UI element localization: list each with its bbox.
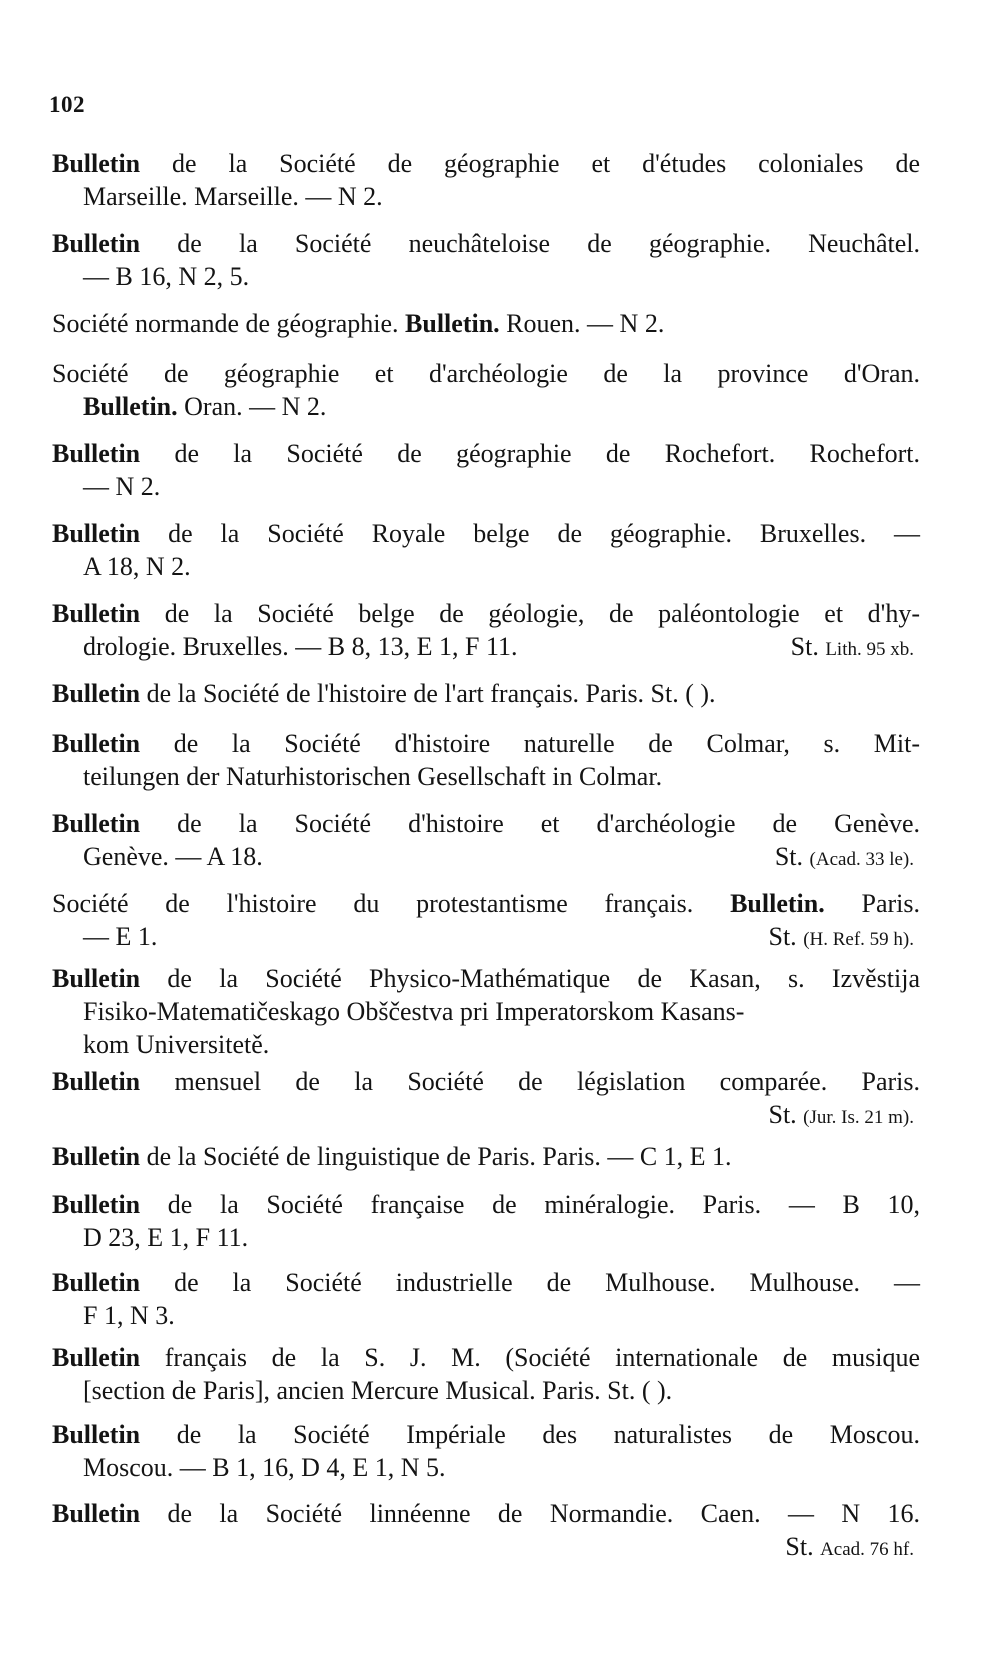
entry-continuation bbox=[52, 920, 920, 956]
entry-continuation: teilungen der Naturhistorischen Gesellschaft in Colmar. bbox=[83, 762, 663, 791]
entry-line bbox=[52, 437, 920, 470]
bulletin-keyword: Bulletin bbox=[52, 229, 141, 258]
entry-line bbox=[52, 597, 920, 630]
entry-linguistique bbox=[52, 1140, 920, 1173]
entry-line bbox=[52, 1065, 920, 1098]
entry-continuation: F 1, N 3. bbox=[83, 1301, 175, 1330]
bulletin-keyword: Bulletin bbox=[52, 1499, 141, 1528]
entry-neuchatel bbox=[52, 227, 920, 293]
entry-geologie bbox=[52, 597, 920, 666]
entry-line bbox=[52, 517, 920, 550]
entry-line bbox=[52, 887, 920, 920]
entry-rouen bbox=[52, 307, 920, 340]
shelf-label: St. bbox=[774, 842, 804, 871]
bulletin-keyword: Bulletin. bbox=[83, 392, 178, 421]
entry-continuation: kom Universitetě. bbox=[83, 1030, 270, 1059]
entry-continuation: — N 2. bbox=[83, 472, 161, 501]
bulletin-keyword: Bulletin bbox=[52, 964, 141, 993]
entry-text: de la Société d'histoire et d'archéologie de Genève. bbox=[140, 809, 920, 838]
entry-royale-belge bbox=[52, 517, 920, 583]
entry-text: de la Société de géographie et d'études coloniales de bbox=[140, 149, 920, 178]
bulletin-keyword: Bulletin bbox=[52, 439, 141, 468]
entry-art-francais bbox=[52, 677, 920, 710]
entry-text: de la Société neuchâteloise de géographie. Neuchâtel. bbox=[140, 229, 920, 258]
entry-text: français de la S. J. M. (Société internationale de musique bbox=[140, 1343, 920, 1372]
bulletin-keyword: Bulletin bbox=[52, 729, 141, 758]
entry-rochefort bbox=[52, 437, 920, 503]
shelf-code: (Acad. 33 le). bbox=[809, 849, 914, 870]
entry-line: Société de géographie et d'archéologie de la province d'Oran. bbox=[52, 359, 920, 388]
entry-continuation bbox=[52, 840, 920, 876]
bulletin-keyword: Bulletin bbox=[52, 1420, 141, 1449]
entry-colmar bbox=[52, 727, 920, 793]
shelf-mark bbox=[791, 630, 914, 666]
entry-text: de la Société de l'histoire de l'art français. Paris. St. ( ). bbox=[140, 679, 716, 708]
shelf-code: (H. Ref. 59 h). bbox=[803, 929, 914, 950]
entry-text: de la Société industrielle de Mulhouse. Mulhouse. — bbox=[140, 1268, 920, 1297]
entry-line bbox=[52, 962, 920, 995]
bulletin-keyword: Bulletin bbox=[52, 1067, 141, 1096]
shelf-mark bbox=[768, 1100, 914, 1129]
entry-continuation: A 18, N 2. bbox=[83, 552, 191, 581]
bulletin-keyword: Bulletin bbox=[52, 1190, 141, 1219]
entry-text: de la Société Physico-Mathématique de Kasan, s. Izvěstija bbox=[140, 964, 920, 993]
bulletin-keyword: Bulletin. bbox=[405, 309, 500, 338]
entry-text: Oran. — N 2. bbox=[177, 392, 327, 421]
entry-line bbox=[52, 1188, 920, 1221]
shelf-label: St. bbox=[768, 1100, 797, 1129]
entry-continuation: Moscou. — B 1, 16, D 4, E 1, N 5. bbox=[83, 1453, 446, 1482]
shelf-label: St. bbox=[768, 922, 797, 951]
entry-line bbox=[52, 1497, 920, 1530]
bulletin-keyword: Bulletin bbox=[52, 809, 141, 838]
entry-continuation bbox=[52, 1098, 920, 1134]
entry-line bbox=[52, 807, 920, 840]
shelf-code: Lith. 95 xb. bbox=[825, 639, 914, 660]
shelf-mark bbox=[775, 840, 914, 876]
entry-continuation: [section de Paris], ancien Mercure Musical. Paris. St. ( ). bbox=[83, 1376, 673, 1405]
entry-text: de la Société française de minéralogie. Paris. — B 10, bbox=[140, 1190, 920, 1219]
entry-text: de la Société belge de géologie, de paléontologie et d'hy- bbox=[140, 599, 920, 628]
entry-legislation bbox=[52, 1065, 920, 1134]
entry-line bbox=[52, 1341, 920, 1374]
entry-continuation: — B 16, N 2, 5. bbox=[83, 262, 250, 291]
bulletin-keyword: Bulletin bbox=[52, 1268, 141, 1297]
entry-mulhouse bbox=[52, 1266, 920, 1332]
entry-line bbox=[52, 677, 920, 710]
shelf-label: St. bbox=[790, 632, 819, 661]
bulletin-keyword: Bulletin bbox=[52, 519, 141, 548]
entry-kasan bbox=[52, 962, 920, 1061]
entry-continuation bbox=[52, 390, 920, 423]
page-number: 102 bbox=[49, 92, 85, 117]
entry-text: — E 1. bbox=[83, 922, 158, 951]
bulletin-keyword: Bulletin bbox=[52, 599, 141, 628]
entry-continuation bbox=[52, 630, 920, 666]
entry-mineralogie bbox=[52, 1188, 920, 1254]
entry-marseille bbox=[52, 147, 920, 213]
entry-line bbox=[52, 147, 920, 180]
shelf-mark bbox=[785, 1532, 914, 1561]
entry-text: de la Société de géographie de Rochefort. Rochefort. bbox=[140, 439, 920, 468]
entry-continuation: Fisiko-Matematičeskago Obščestva pri Imperatorskom Kasans- bbox=[83, 997, 745, 1026]
entry-oran bbox=[52, 357, 920, 423]
entry-text: Société normande de géographie. bbox=[52, 309, 406, 338]
entry-text: drologie. Bruxelles. — B 8, 13, E 1, F 11. bbox=[83, 632, 518, 661]
shelf-mark bbox=[769, 920, 915, 956]
bulletin-keyword: Bulletin bbox=[52, 679, 141, 708]
entry-text: de la Société Impériale des naturalistes de Moscou. bbox=[140, 1420, 920, 1449]
entry-text: de la Société linnéenne de Normandie. Caen. — N 16. bbox=[140, 1499, 920, 1528]
shelf-label: St. bbox=[785, 1532, 814, 1561]
entry-text: Rouen. — N 2. bbox=[499, 309, 665, 338]
bulletin-keyword: Bulletin. bbox=[730, 889, 825, 918]
entry-geneve bbox=[52, 807, 920, 876]
entry-normandie bbox=[52, 1497, 920, 1566]
entry-continuation: Marseille. Marseille. — N 2. bbox=[83, 182, 383, 211]
shelf-code: Acad. 76 hf. bbox=[820, 1539, 914, 1560]
entry-continuation bbox=[52, 1530, 920, 1566]
entry-line bbox=[52, 307, 920, 340]
entry-line bbox=[52, 1418, 920, 1451]
entry-sjm bbox=[52, 1341, 920, 1407]
entry-line bbox=[52, 1266, 920, 1299]
bulletin-keyword: Bulletin bbox=[52, 149, 141, 178]
entry-text: de la Société de linguistique de Paris. Paris. — C 1, E 1. bbox=[140, 1142, 732, 1171]
entry-protestantisme bbox=[52, 887, 920, 956]
entry-moscou bbox=[52, 1418, 920, 1484]
entry-text: de la Société Royale belge de géographie. Bruxelles. — bbox=[140, 519, 920, 548]
entry-text: Société de l'histoire du protestantisme français. bbox=[52, 889, 731, 918]
entry-line bbox=[52, 227, 920, 260]
entry-text: Genève. — A 18. bbox=[83, 842, 263, 871]
entry-continuation: D 23, E 1, F 11. bbox=[83, 1223, 249, 1252]
entry-text: Paris. bbox=[824, 889, 921, 918]
bulletin-keyword: Bulletin bbox=[52, 1142, 141, 1171]
bulletin-keyword: Bulletin bbox=[52, 1343, 141, 1372]
entry-line bbox=[52, 727, 920, 760]
entry-line bbox=[52, 1140, 920, 1173]
shelf-code: (Jur. Is. 21 m). bbox=[803, 1107, 914, 1128]
entry-text: mensuel de la Société de législation comparée. Paris. bbox=[140, 1067, 920, 1096]
entry-text: de la Société d'histoire naturelle de Colmar, s. Mit- bbox=[140, 729, 920, 758]
